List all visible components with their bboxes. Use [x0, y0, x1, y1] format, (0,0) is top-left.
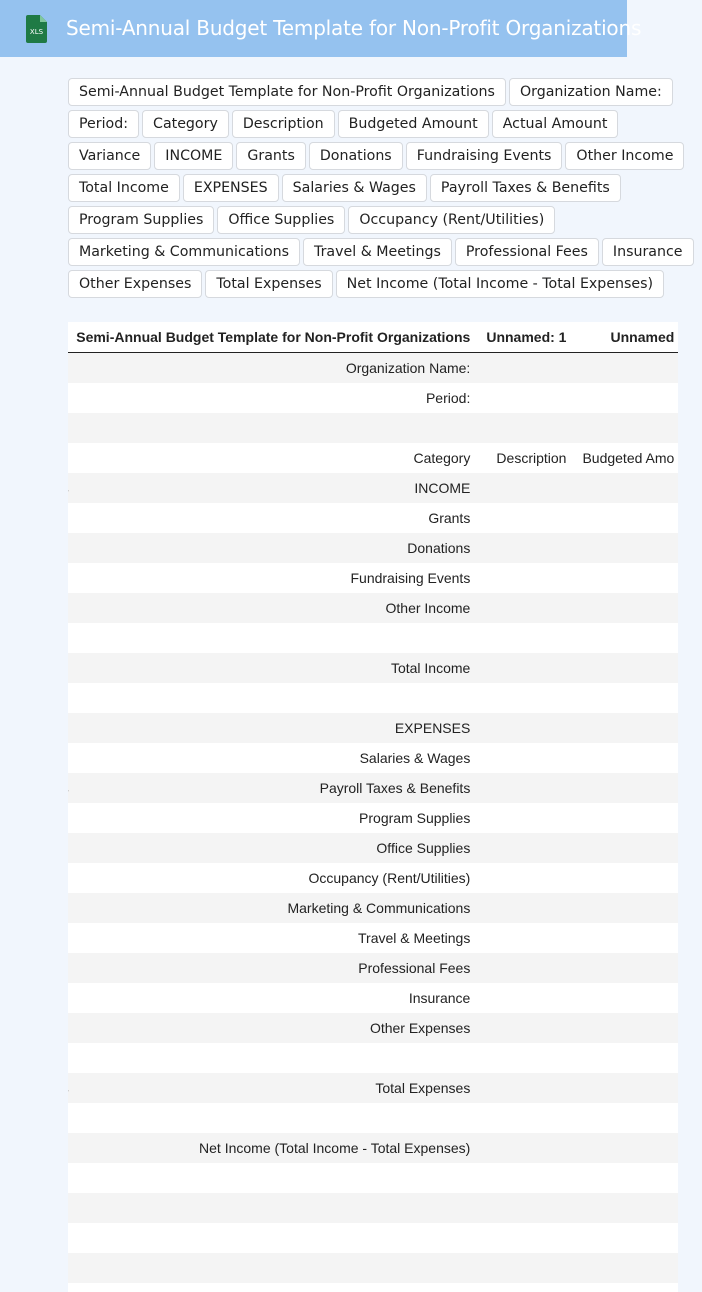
table-cell	[574, 1013, 678, 1043]
table-cell	[574, 1163, 678, 1193]
table-cell	[574, 893, 678, 923]
table-cell	[574, 803, 678, 833]
column-chip[interactable]: Insurance	[602, 238, 694, 266]
table-cell	[574, 1103, 678, 1133]
page-title: Semi-Annual Budget Template for Non-Profit Organizations	[66, 16, 642, 40]
table-cell	[574, 683, 678, 713]
table-cell	[574, 833, 678, 863]
column-chip[interactable]: Other Income	[565, 142, 684, 170]
table-cell: Net Income (Total Income - Total Expenses)	[68, 1133, 478, 1163]
table-cell	[478, 743, 574, 773]
app-header	[0, 0, 642, 57]
table-cell	[68, 683, 478, 713]
table-cell	[574, 1223, 678, 1253]
table-cell: Fundraising Events	[68, 563, 478, 593]
column-chip[interactable]: Semi-Annual Budget Template for Non-Profit Organizations	[68, 78, 506, 106]
table-cell: Budgeted Amo	[574, 443, 678, 473]
table-cell	[478, 1133, 574, 1163]
column-chip[interactable]: Professional Fees	[455, 238, 599, 266]
data-table-container[interactable]	[68, 322, 678, 1292]
table-row	[68, 893, 678, 923]
table-row	[68, 353, 678, 384]
table-row	[68, 413, 678, 443]
table-cell	[574, 593, 678, 623]
table-cell	[574, 1133, 678, 1163]
table-cell	[574, 923, 678, 953]
column-chip[interactable]: Donations	[309, 142, 403, 170]
table-cell: Category	[68, 443, 478, 473]
table-row	[68, 1043, 678, 1073]
table-cell	[478, 1043, 574, 1073]
table-cell	[478, 383, 574, 413]
table-row	[68, 503, 678, 533]
table-row	[68, 1163, 678, 1193]
table-cell	[68, 1043, 478, 1073]
table-row	[68, 803, 678, 833]
column-chip[interactable]: Period:	[68, 110, 139, 138]
table-cell	[68, 1283, 478, 1292]
column-chip[interactable]: Fundraising Events	[406, 142, 563, 170]
table-cell: Program Supplies	[68, 803, 478, 833]
table-cell	[478, 893, 574, 923]
table-cell	[478, 503, 574, 533]
table-cell	[574, 503, 678, 533]
column-chip[interactable]: Grants	[236, 142, 305, 170]
table-cell: Occupancy (Rent/Utilities)	[68, 863, 478, 893]
table-row	[68, 623, 678, 653]
table-cell	[478, 1223, 574, 1253]
table-cell	[574, 1253, 678, 1283]
column-chip[interactable]: INCOME	[154, 142, 233, 170]
table-cell	[574, 623, 678, 653]
table-row	[68, 743, 678, 773]
table-row	[68, 1223, 678, 1253]
table-row	[68, 1283, 678, 1292]
column-chip[interactable]: Total Expenses	[205, 270, 332, 298]
table-header-row	[68, 322, 678, 353]
table-cell	[68, 413, 478, 443]
table-row	[68, 383, 678, 413]
table-cell: Salaries & Wages	[68, 743, 478, 773]
table-row	[68, 1013, 678, 1043]
column-chip-list	[68, 78, 702, 298]
column-chip[interactable]: Variance	[68, 142, 151, 170]
table-cell	[478, 1013, 574, 1043]
column-chip[interactable]: Payroll Taxes & Benefits	[430, 174, 621, 202]
table-row	[68, 473, 678, 503]
table-cell: Description	[478, 443, 574, 473]
table-cell	[478, 803, 574, 833]
table-cell	[574, 1193, 678, 1223]
table-cell	[478, 1073, 574, 1103]
table-cell	[478, 413, 574, 443]
table-row	[68, 1073, 678, 1103]
table-cell: Other Income	[68, 593, 478, 623]
table-cell	[574, 653, 678, 683]
table-cell	[478, 473, 574, 503]
table-row	[68, 713, 678, 743]
column-header[interactable]: Unnamed	[574, 322, 678, 353]
table-cell: Donations	[68, 533, 478, 563]
table-cell	[478, 773, 574, 803]
column-chip[interactable]: Salaries & Wages	[282, 174, 427, 202]
table-cell	[574, 1043, 678, 1073]
table-cell	[478, 983, 574, 1013]
table-row	[68, 833, 678, 863]
table-cell	[478, 923, 574, 953]
table-cell	[478, 713, 574, 743]
table-cell: EXPENSES	[68, 713, 478, 743]
table-cell	[68, 1193, 478, 1223]
table-cell	[574, 533, 678, 563]
column-chip[interactable]: Travel & Meetings	[303, 238, 452, 266]
column-chip[interactable]: Category	[142, 110, 229, 138]
table-cell	[574, 1073, 678, 1103]
table-cell	[574, 953, 678, 983]
table-row	[68, 1103, 678, 1133]
table-cell	[574, 413, 678, 443]
table-cell: Marketing & Communications	[68, 893, 478, 923]
table-row	[68, 923, 678, 953]
column-chip[interactable]: Budgeted Amount	[338, 110, 489, 138]
table-cell: Total Expenses	[68, 1073, 478, 1103]
table-row	[68, 533, 678, 563]
data-table	[68, 322, 678, 1292]
table-cell	[68, 1103, 478, 1133]
column-header[interactable]: Semi-Annual Budget Template for Non-Profit Organizations	[68, 322, 478, 353]
table-row	[68, 863, 678, 893]
table-cell	[68, 1223, 478, 1253]
column-chip[interactable]: Organization Name:	[509, 78, 673, 106]
column-chip[interactable]: Occupancy (Rent/Utilities)	[348, 206, 555, 234]
table-cell	[478, 1193, 574, 1223]
table-row	[68, 1133, 678, 1163]
table-row	[68, 653, 678, 683]
table-cell: Professional Fees	[68, 953, 478, 983]
table-row	[68, 773, 678, 803]
column-chip[interactable]: Total Income	[68, 174, 180, 202]
table-cell	[478, 1283, 574, 1292]
xls-file-icon	[23, 14, 49, 44]
column-chip[interactable]: Net Income (Total Income - Total Expenses)	[336, 270, 664, 298]
column-chip[interactable]: Marketing & Communications	[68, 238, 300, 266]
table-cell	[68, 1163, 478, 1193]
table-row	[68, 1253, 678, 1283]
table-cell	[574, 863, 678, 893]
table-cell	[574, 713, 678, 743]
column-chip[interactable]: Office Supplies	[217, 206, 345, 234]
table-cell	[478, 833, 574, 863]
table-cell	[574, 1283, 678, 1292]
table-cell: Travel & Meetings	[68, 923, 478, 953]
table-cell	[574, 383, 678, 413]
table-cell	[478, 683, 574, 713]
table-row	[68, 983, 678, 1013]
table-cell	[68, 1253, 478, 1283]
table-row	[68, 1193, 678, 1223]
table-cell	[574, 773, 678, 803]
table-cell	[478, 953, 574, 983]
table-row	[68, 593, 678, 623]
table-cell	[478, 1253, 574, 1283]
table-cell	[478, 353, 574, 384]
table-cell	[574, 743, 678, 773]
table-cell	[478, 1163, 574, 1193]
table-cell: Organization Name:	[68, 353, 478, 384]
table-cell	[574, 563, 678, 593]
table-cell	[478, 533, 574, 563]
column-chip[interactable]: EXPENSES	[183, 174, 279, 202]
table-row	[68, 563, 678, 593]
table-row	[68, 443, 678, 473]
column-chip[interactable]: Program Supplies	[68, 206, 214, 234]
svg-text:XLS: XLS	[29, 28, 44, 36]
table-cell	[574, 983, 678, 1013]
table-cell	[68, 623, 478, 653]
column-chip[interactable]: Other Expenses	[68, 270, 202, 298]
table-cell	[478, 863, 574, 893]
table-cell	[478, 623, 574, 653]
table-cell: Insurance	[68, 983, 478, 1013]
table-cell: Period:	[68, 383, 478, 413]
column-chip[interactable]: Description	[232, 110, 335, 138]
table-cell: Total Income	[68, 653, 478, 683]
table-row	[68, 683, 678, 713]
table-cell: Office Supplies	[68, 833, 478, 863]
table-cell	[478, 653, 574, 683]
table-cell	[574, 353, 678, 384]
table-row	[68, 953, 678, 983]
table-cell: Other Expenses	[68, 1013, 478, 1043]
column-header[interactable]: Unnamed: 1	[478, 322, 574, 353]
table-cell: Payroll Taxes & Benefits	[68, 773, 478, 803]
table-cell: INCOME	[68, 473, 478, 503]
column-chip[interactable]: Actual Amount	[492, 110, 619, 138]
table-cell: Grants	[68, 503, 478, 533]
table-cell	[478, 563, 574, 593]
table-cell	[478, 593, 574, 623]
table-cell	[478, 1103, 574, 1133]
table-cell	[574, 473, 678, 503]
